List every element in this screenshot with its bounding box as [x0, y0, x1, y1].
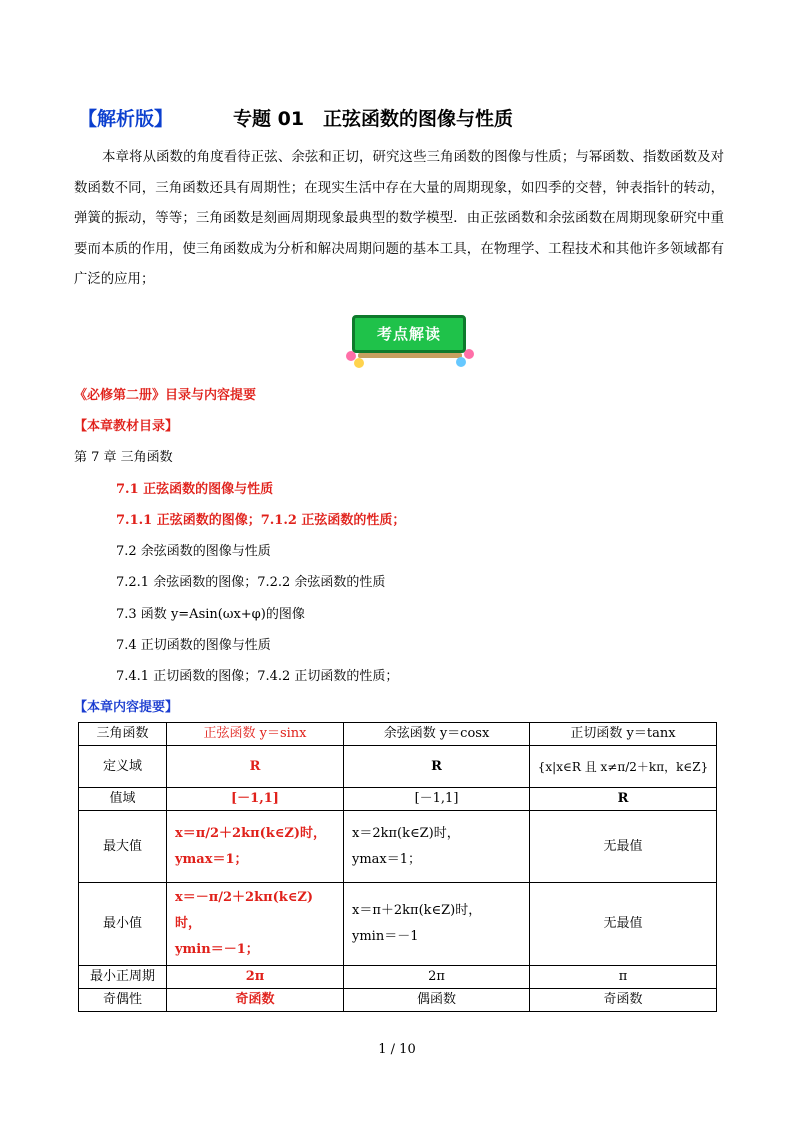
row-label: 定义域 [79, 746, 167, 788]
badge-board [352, 315, 466, 353]
book-title: 《必修第二册》目录与内容提要 [74, 388, 257, 403]
table-row [79, 883, 717, 966]
decor-ball [456, 357, 466, 367]
cell-line: ymax＝1； [352, 851, 422, 867]
cell-line: x＝π/2＋2kπ(k∈Z)时， [175, 825, 327, 841]
header-cell: 正弦函数 y＝sinx [167, 723, 344, 746]
decor-ball [354, 358, 364, 368]
table-cell: {x|x∈R 且 x≠π/2＋kπ，k∈Z} [530, 746, 717, 788]
toc-item: 7.4 正切函数的图像与性质 [116, 638, 271, 653]
cell-line: ymax＝1； [175, 851, 248, 867]
table-cell: π [530, 966, 717, 989]
row-label: 最小值 [79, 883, 167, 966]
row-label: 最大值 [79, 811, 167, 883]
page-number: 1 / 10 [378, 1042, 416, 1057]
table-cell: R [530, 788, 717, 811]
table-row [79, 966, 717, 989]
toc-item: 7.1.1 正弦函数的图像；7.1.2 正弦函数的性质； [116, 513, 406, 528]
table-row [79, 746, 717, 788]
table-cell: R [167, 746, 344, 788]
version-tag: 【解析版】 [78, 108, 174, 130]
summary-heading: 【本章内容提要】 [74, 700, 179, 715]
toc-item: 7.2 余弦函数的图像与性质 [116, 544, 271, 559]
chapter-title: 第 7 章 三角函数 [74, 450, 173, 465]
row-label: 最小正周期 [79, 966, 167, 989]
row-label: 值域 [79, 788, 167, 811]
header-cell: 余弦函数 y＝cosx [344, 723, 530, 746]
header-cell: 三角函数 [79, 723, 167, 746]
table-row [79, 788, 717, 811]
toc-heading: 【本章教材目录】 [74, 419, 179, 434]
table-cell: 奇函数 [530, 989, 717, 1012]
table-cell: 无最值 [530, 811, 717, 883]
cell-line: x＝－π/2＋2kπ(k∈Z)时， [175, 890, 314, 931]
intro-paragraph: 本章将从函数的角度看待正弦、余弦和正切，研究这些三角函数的图像与性质；与幂函数、指数函数及对数函数不同，三角函数还具有周期性；在现实生活中存在大量的周期现象，如四季的交替，钟表指针的转动，弹簧的振动，等等；三角函数是刻画周期现象最典型的数学模型．由正弦函数和余弦函数在周期现象研究中重要而本质的作用，使三角函数成为分析和解决周期问题的基本工具，在物理学、工程技术和其他许多领域都有广泛的应用； [74, 150, 724, 287]
table-cell: 2π [344, 966, 530, 989]
badge-label: 考点解读 [376, 325, 441, 343]
header-cell: 正切函数 y＝tanx [530, 723, 717, 746]
summary-table [78, 722, 717, 1012]
badge-rod [358, 353, 462, 358]
decor-ball [464, 349, 474, 359]
table-cell [167, 883, 344, 966]
toc-item: 7.1 正弦函数的图像与性质 [116, 482, 274, 497]
toc-item: 7.3 函数 y=Asin(ωx+φ)的图像 [116, 607, 305, 622]
cell-line: x＝2kπ(k∈Z)时， [352, 825, 460, 841]
table-cell [167, 811, 344, 883]
table-row [79, 811, 717, 883]
row-label: 奇偶性 [79, 989, 167, 1012]
section-badge [344, 311, 474, 369]
table-cell [344, 883, 530, 966]
table-cell: 2π [167, 966, 344, 989]
toc-item: 7.4.1 正切函数的图像；7.4.2 正切函数的性质； [116, 669, 399, 684]
table-cell [344, 811, 530, 883]
table-cell: [－1,1] [344, 788, 530, 811]
table-cell: [－1,1] [167, 788, 344, 811]
table-cell: R [344, 746, 530, 788]
toc-item: 7.2.1 余弦函数的图像；7.2.2 余弦函数的性质 [116, 575, 386, 590]
page-title: 专题 01 正弦函数的图像与性质 [233, 108, 514, 130]
table-header-row [79, 723, 717, 746]
cell-line: ymin＝－1； [175, 942, 259, 957]
table-cell: 无最值 [530, 883, 717, 966]
title-row [78, 104, 738, 132]
table-cell: 偶函数 [344, 989, 530, 1012]
table-row [79, 989, 717, 1012]
cell-line: x＝π＋2kπ(k∈Z)时， [352, 903, 482, 918]
table-cell: 奇函数 [167, 989, 344, 1012]
cell-line: ymin＝－1 [352, 929, 419, 944]
